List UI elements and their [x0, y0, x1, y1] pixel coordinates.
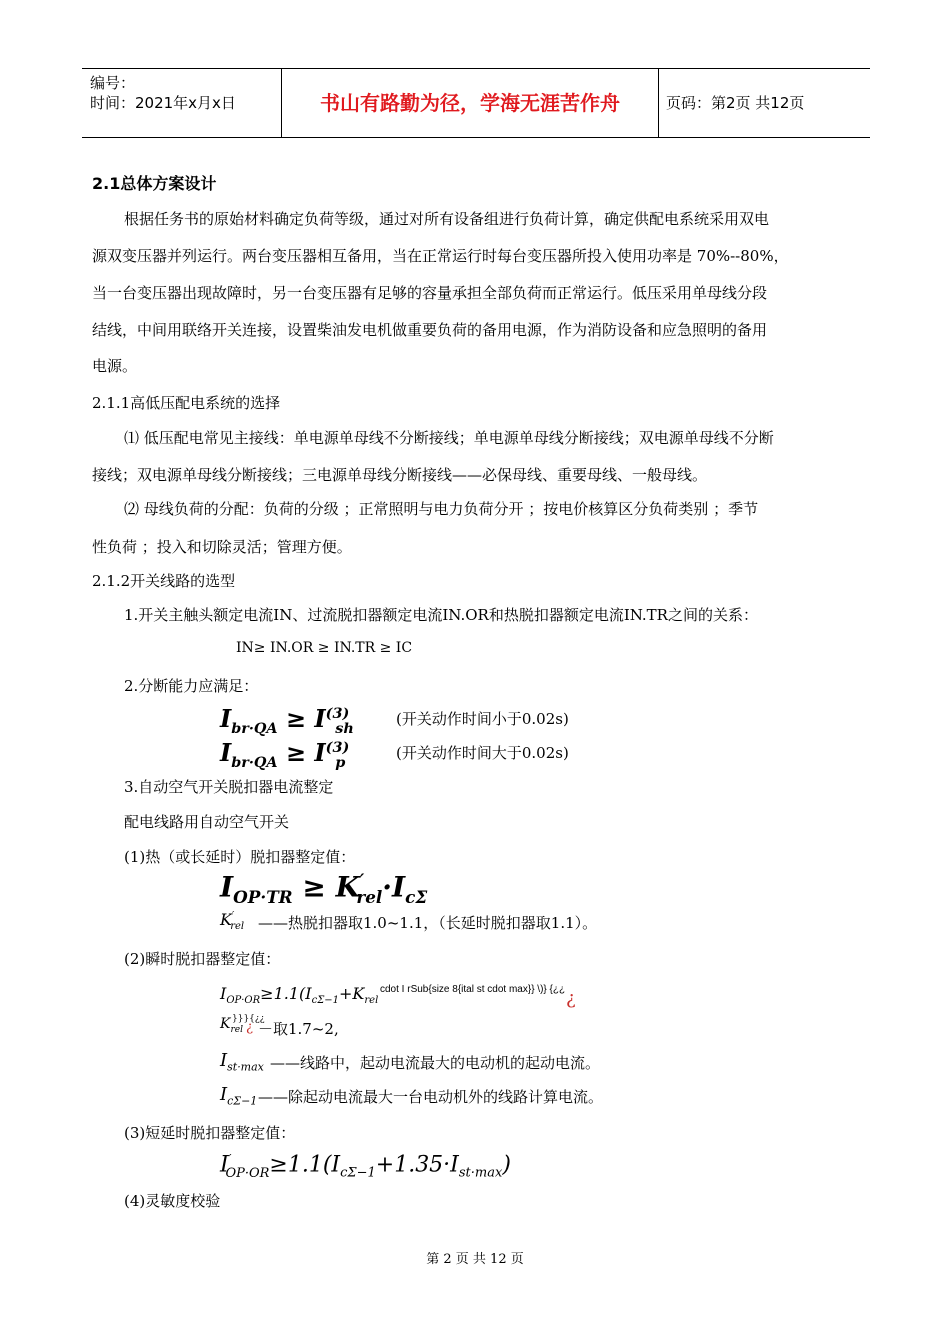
- formula-thermal: $I_{OP\cdot TR} \ge K'_{rel}\cdot I_{c\Sigma}$: [220, 870, 428, 907]
- page-footer: 第 2 页 共 12 页: [426, 1252, 524, 1267]
- formula-instant-glyph: ¿: [566, 988, 576, 1009]
- thermal-coefficient-note: ——热脱扣器取1.0~1.1，（长延时脱扣器取1.1）。: [258, 914, 598, 932]
- page-header: [82, 68, 870, 138]
- short-delay-text: (3)短延时脱扣器整定值：: [124, 1124, 296, 1142]
- formula-instant-garbled: cdot I rSub{size 8{ital st cdot max}} \)} {¿¿: [380, 984, 566, 995]
- distribution-switch-text: 配电线路用自动空气开关: [124, 813, 290, 831]
- header-motto: 书山有路勤为径，学海无涯苦作舟: [282, 69, 659, 137]
- sensitivity-check-text: (4)灵敏度校验: [124, 1192, 221, 1210]
- instant-coefficient-note: －取1.7~2,: [258, 1020, 339, 1038]
- subsection-title-1: 2.1.1高低压配电系统的选择: [92, 394, 281, 412]
- formula-short-delay: $I'_{OP\cdot OR}\ge 1.1(I_{c\Sigma-1}+1.35\cdot I_{st\cdot max})$: [220, 1152, 511, 1181]
- subsection-title-2: 2.1.2开关线路的选型: [92, 572, 236, 590]
- formula-breaking-1: $I_{br\cdot QA} \ge I^{(3)}_{sh}$: [220, 704, 354, 737]
- formula-st-max: $I_{st\cdot max}$: [220, 1050, 264, 1074]
- header-meta: [82, 69, 282, 137]
- formula-breaking-2: $I_{br\cdot QA} \ge I^{(3)}_p$: [220, 738, 350, 771]
- section-title: 2.1总体方案设计: [92, 174, 217, 193]
- formula-c-sigma-1: $I_{c\Sigma-1}$: [220, 1084, 258, 1108]
- para1-line-4: 结线，中间用联络开关连接，设置柴油发电机做重要负荷的备用电源，作为消防设备和应急照明的备用: [92, 321, 768, 339]
- auto-switch-setting-text: 3.自动空气开关脱扣器电流整定: [124, 778, 334, 796]
- formula-k-rel: $K'_{rel}$: [220, 910, 245, 933]
- thermal-release-text: (1)热（或长延时）脱扣器整定值：: [124, 848, 356, 866]
- para1-line-2: 源双变压器并列运行。两台变压器相互备用，当在正常运行时每台变压器所投入使用功率是 70%--80%，: [92, 247, 789, 265]
- item1-line-2: 接线；双电源单母线分断接线；三电源单母线分断接线——必保母线、重要母线、一般母线。: [92, 466, 708, 484]
- instant-release-text: (2)瞬时脱扣器整定值：: [124, 950, 281, 968]
- switch-relation-text: 1.开关主触头额定电流IN、过流脱扣器额定电流IN.OR和热脱扣器额定电流IN.TR之间的关系：: [124, 606, 758, 624]
- formula-breaking-2-note: (开关动作时间大于0.02s): [396, 744, 569, 762]
- formula-breaking-1-note: (开关动作时间小于0.02s): [396, 710, 569, 728]
- st-max-note: ——线路中，起动电流最大的电动机的起动电流。: [270, 1054, 601, 1072]
- switch-relation-formula: IN≥ IN.OR ≥ IN.TR ≥ IC: [236, 640, 413, 656]
- time-label: 时间：2021年x月x日: [90, 94, 236, 112]
- header-page-info: 页码：第2页 共12页: [666, 94, 805, 112]
- item2-line-1: ⑵ 母线负荷的分配：负荷的分级 ；正常照明与电力负荷分开 ；按电价核算区分负荷类别 ；季节: [124, 500, 759, 518]
- formula-k-rel-2: $K_{rel}$: [220, 1016, 243, 1035]
- item1-line-1: ⑴ 低压配电常见主接线：单电源单母线不分断接线；单电源单母线分断接线；双电源单母线不分断: [124, 429, 774, 447]
- formula-k-rel-2-garbled: }}}{¿¿: [232, 1014, 265, 1024]
- para1-line-1: 根据任务书的原始材料确定负荷等级，通过对所有设备组进行负荷计算，确定供配电系统采用双电: [124, 210, 770, 228]
- number-label: 编号：: [90, 74, 136, 92]
- para1-line-5: 电源。: [92, 357, 138, 375]
- formula-k-rel-2-glyph: ¿: [246, 1020, 253, 1035]
- item2-line-2: 性负荷 ；投入和切除灵活；管理方便。: [92, 538, 352, 556]
- para1-line-3: 当一台变压器出现故障时，另一台变压器有足够的容量承担全部负荷而正常运行。低压采用单母线分段: [92, 284, 768, 302]
- breaking-capacity-text: 2.分断能力应满足：: [124, 677, 259, 695]
- formula-instant: $I_{OP\cdot OR}\ge 1.1(I_{c\Sigma-1}+K_{rel}$: [220, 984, 379, 1007]
- c-sigma-note: ——除起动电流最大一台电动机外的线路计算电流。: [258, 1088, 604, 1106]
